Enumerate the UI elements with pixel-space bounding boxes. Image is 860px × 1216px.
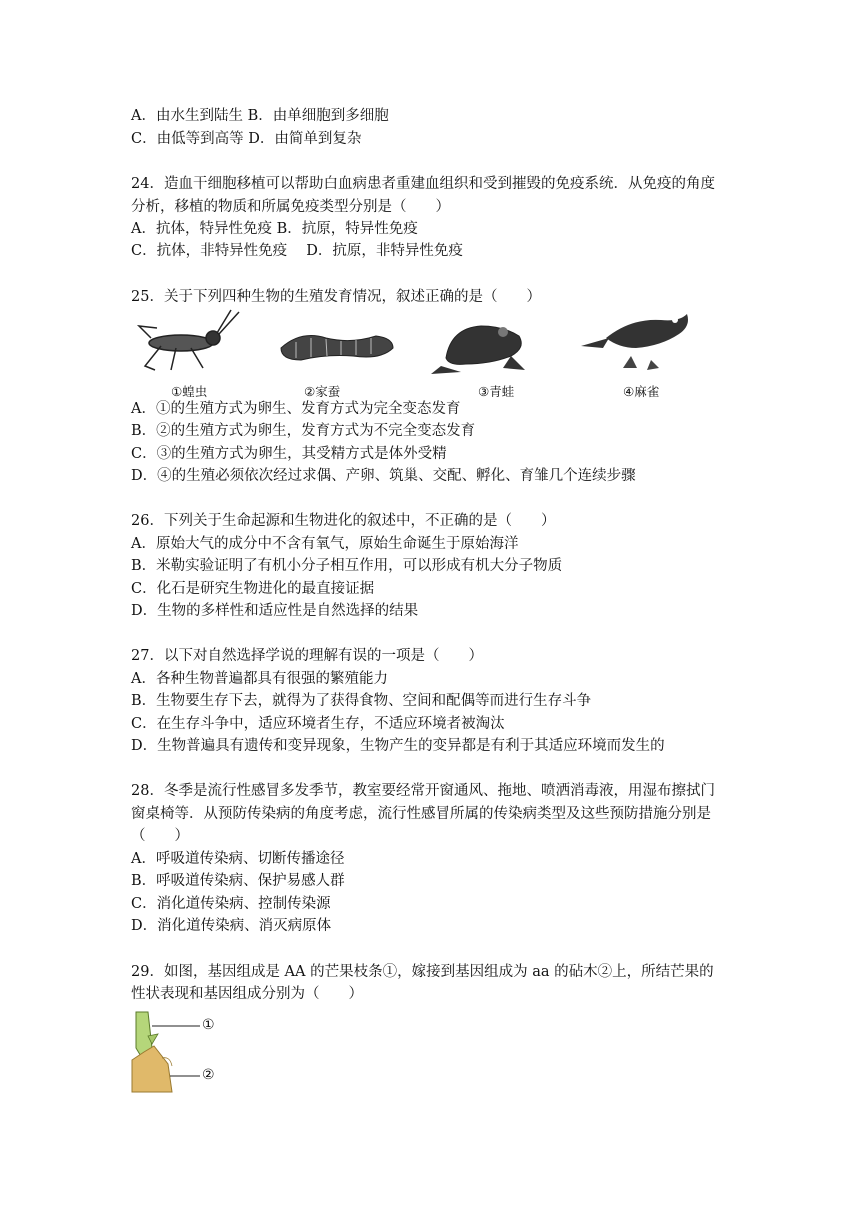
q29-stem-line-2: 性状表现和基因组成分别为（ ） (131, 986, 363, 1002)
frog-illustration (431, 326, 525, 374)
q25-option-d: D．④的生殖必须依次经过求偶、产卵、筑巢、交配、孵化、育雏几个连续步骤 (131, 468, 636, 484)
q28-option-d: D．消化道传染病、消灭病原体 (131, 918, 332, 934)
scion-label: ① (202, 1017, 215, 1033)
q23-option-line-2: C．由低等到高等 D．由简单到复杂 (131, 131, 362, 147)
q29-stem-line-1: 29．如图，基因组成是 AA 的芒果枝条①，嫁接到基因组成为 aa 的砧木②上，所结芒果的 (131, 964, 714, 980)
q28-stem-line-3: （ ） (131, 828, 189, 844)
q26-option-b: B．米勒实验证明了有机小分子相互作用，可以形成有机大分子物质 (131, 558, 563, 574)
grafting-figure (126, 1008, 236, 1096)
q28-stem-line-1: 28．冬季是流行性感冒多发季节，教室要经常开窗通风、拖地、喷洒消毒液，用湿布擦拭门 (131, 783, 715, 799)
caption-silkworm: ②家蚕 (304, 384, 341, 399)
q28-option-c: C．消化道传染病、控制传染源 (131, 896, 331, 912)
q27-option-b: B．生物要生存下去，就得为了获得食物、空间和配偶等而进行生存斗争 (131, 693, 592, 709)
q24-option-line-1: A．抗体，特异性免疫 B．抗原，特异性免疫 (131, 221, 418, 237)
q26-option-a: A．原始大气的成分中不含有氧气，原始生命诞生于原始海洋 (131, 536, 519, 552)
caption-frog: ③青蛙 (478, 384, 515, 399)
q28-option-b: B．呼吸道传染病、保护易感人群 (131, 873, 345, 889)
q28-option-a: A．呼吸道传染病、切断传播途径 (131, 851, 345, 867)
q27-stem: 27．以下对自然选择学说的理解有误的一项是（ ） (131, 648, 483, 664)
q28-stem-line-2: 窗桌椅等．从预防传染病的角度考虑，流行性感冒所属的传染病类型及这些预防措施分别是 (131, 806, 711, 822)
q27-option-a: A．各种生物普遍都具有很强的繁殖能力 (131, 671, 388, 687)
sparrow-illustration (581, 314, 688, 370)
q24-option-line-2: C．抗体，非特异性免疫 D．抗原，非特异性免疫 (131, 243, 463, 259)
q23-option-line-1: A．由水生到陆生 B．由单细胞到多细胞 (131, 108, 389, 124)
q27-option-d: D．生物普遍具有遗传和变异现象，生物产生的变异都是有利于其适应环境而发生的 (131, 738, 665, 754)
q26-option-c: C．化石是研究生物进化的最直接证据 (131, 581, 375, 597)
q26-option-d: D．生物的多样性和适应性是自然选择的结果 (131, 603, 419, 619)
stock-illustration (132, 1046, 172, 1092)
q26-stem: 26．下列关于生命起源和生物进化的叙述中，不正确的是（ ） (131, 513, 556, 529)
q27-option-c: C．在生存斗争中，适应环境者生存，不适应环境者被淘汰 (131, 716, 505, 732)
q25-option-b: B．②的生殖方式为卵生，发育方式为不完全变态发育 (131, 423, 476, 439)
q25-stem: 25．关于下列四种生物的生殖发育情况，叙述正确的是（ ） (131, 289, 541, 305)
silkworm-illustration (281, 336, 393, 360)
caption-locust: ①蝗虫 (171, 384, 208, 399)
q24-stem-line-2: 分析，移植的物质和所属免疫类型分别是（ ） (131, 199, 450, 215)
locust-illustration (139, 310, 239, 370)
q24-stem-line-1: 24．造血干细胞移植可以帮助白血病患者重建血组织和受到摧毁的免疫系统．从免疫的角度 (131, 176, 715, 192)
q25-option-c: C．③的生殖方式为卵生，其受精方式是体外受精 (131, 446, 447, 462)
q25-option-a: A．①的生殖方式为卵生、发育方式为完全变态发育 (131, 401, 461, 417)
caption-sparrow: ④麻雀 (623, 384, 660, 399)
stock-label: ② (202, 1067, 215, 1083)
